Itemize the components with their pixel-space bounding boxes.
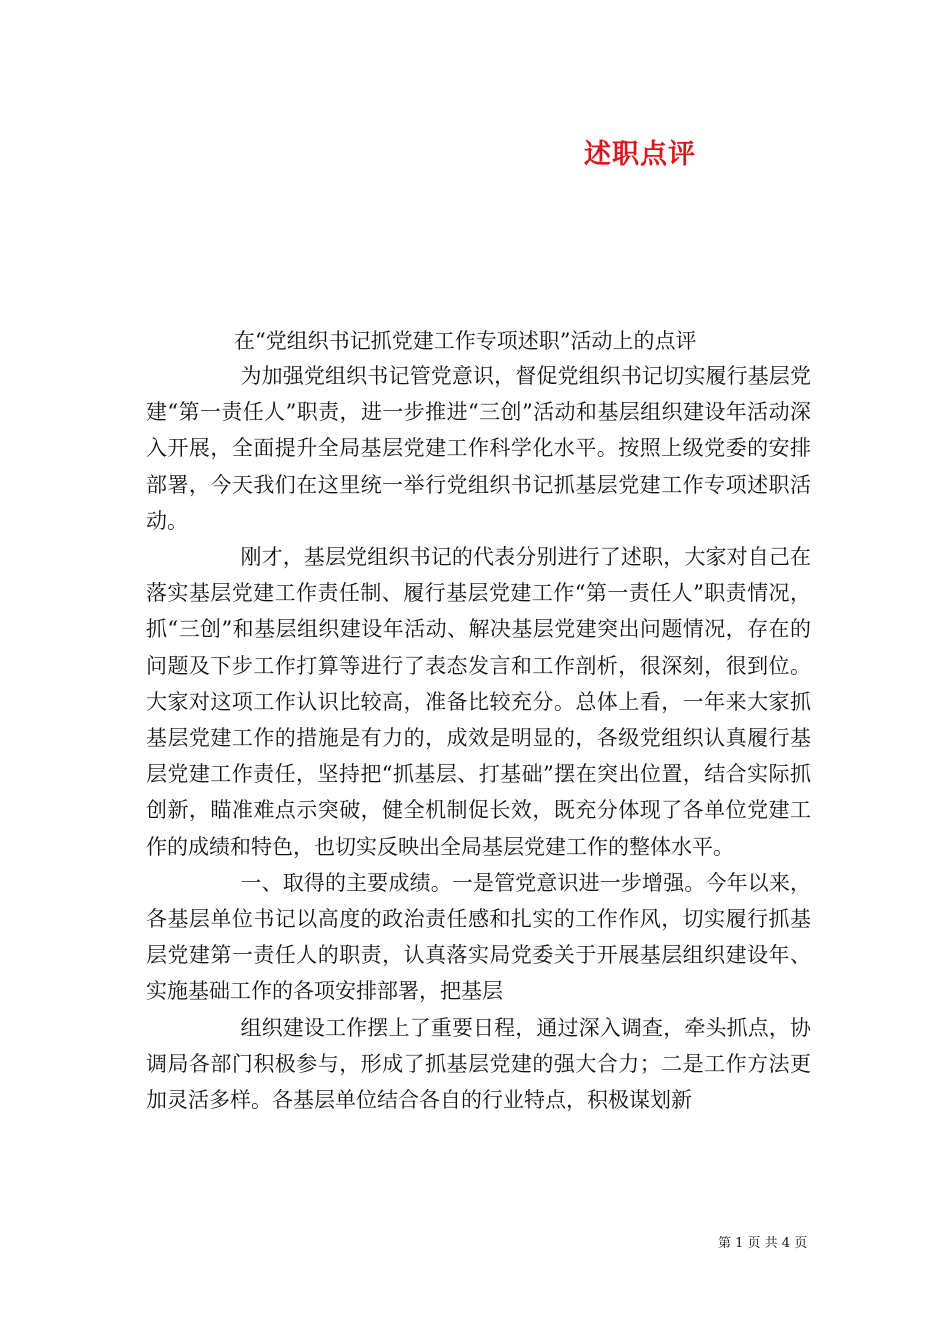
page-number-footer: 第 1 页 共 4 页 (718, 1236, 808, 1251)
paragraph: 一、取得的主要成绩。一是管党意识进一步增强。今年以来，各基层单位书记以高度的政治责任感和扎实的工作作风，切实履行抓基层党建第一责任人的职责，认真落实局党委关于开展基层组织建设年、实施基础工作的各项安排部署，把基层 (146, 870, 811, 1004)
paragraph: 为加强党组织书记管党意识，督促党组织书记切实履行基层党建“第一责任人”职责，进一步推进“三创”活动和基层组织建设年活动深入开展，全面提升全局基层党建工作科学化水平。按照上级党委的安排部署，今天我们在这里统一举行党组织书记抓基层党建工作专项述职活动。 (146, 364, 811, 533)
paragraph: 组织建设工作摆上了重要日程，通过深入调查，牵头抓点，协调局各部门积极参与，形成了抓基层党建的强大合力；二是工作方法更加灵活多样。各基层单位结合各自的行业特点，积极谋划新 (146, 1015, 811, 1113)
document-title: 述职点评 (584, 139, 696, 170)
document-subtitle: 在“党组织书记抓党建工作专项述职”活动上的点评 (234, 329, 697, 353)
document-body (146, 358, 811, 1118)
paragraph: 刚才，基层党组织书记的代表分别进行了述职，大家对自己在落实基层党建工作责任制、履行基层党建工作“第一责任人”职责情况，抓“三创”和基层组织建设年活动、解决基层党建突出问题情况，存在的问题及下步工作打算等进行了表态发言和工作剖析，很深刻，很到位。大家对这项工作认识比较高，准备比较充分。总体上看，一年来大家抓基层党建工作的措施是有力的，成效是明显的，各级党组织认真履行基层党建工作责任，坚持把“抓基层、打基础”摆在突出位置，结合实际抓创新，瞄准难点示突破，健全机制促长效，既充分体现了各单位党建工作的成绩和特色，也切实反映出全局基层党建工作的整体水平。 (146, 545, 811, 859)
